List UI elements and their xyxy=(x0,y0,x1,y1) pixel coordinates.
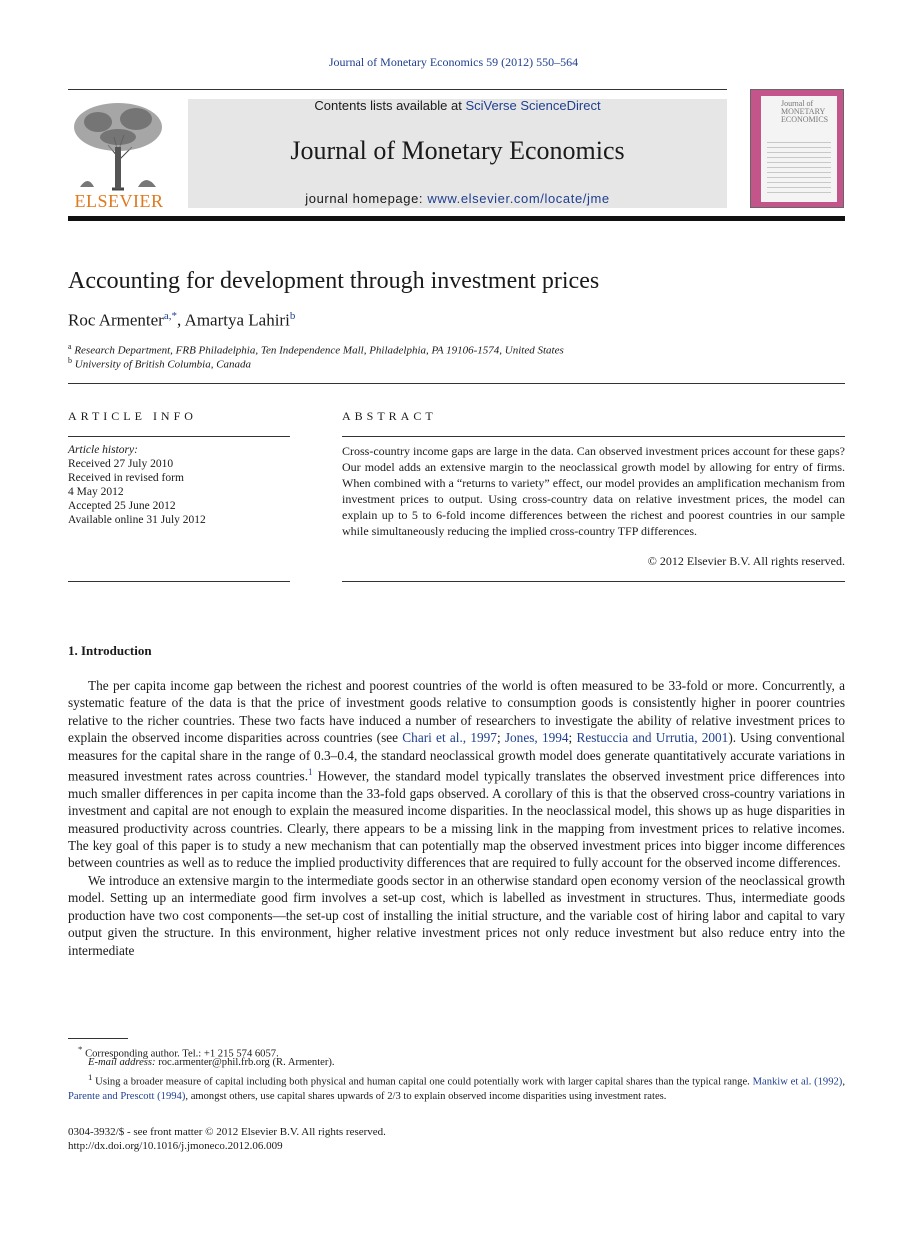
header-rule xyxy=(68,89,727,90)
paragraph: The per capita income gap between the richest and poorest countries of the world is often measured to be 33-fold or more. Concurrently, a systematic feature of the data is that the price of investment goods relative to consumption goods is consistently higher in poorer countries relative to the richer countries. These two facts have induced a number of researchers to investigate the ability of relative investment prices to explain the observed income disparities across countries (see Chari et al., 1997; Jones, 1994; Restuccia and Urrutia, 2001). Using conventional measures for the capital share in the range of 0.3–0.4, the standard neoclassical growth model does generate quantitatively accurate variations in measured investment rates across countries.$^1$ However, the standard model typically translates the observed investment price differences into much smaller differences in per capita income than the 33-fold gaps observed. A corollary of this is that the observed cross-country variations in investment and capital are not enough to explain the measured income disparities. In the neoclassical model, this shows up as huge disparities in measured productivity across countries. Clearly, there appears to be a missing link in the mapping from investment prices to relative incomes. The key goal of this paper is to study a new mechanism that can potentially map the observed investment prices into bigger income differences between countries as well as to reduce the implied productivity differences that are required to fully account for the observed income differences. xyxy=(68,678,845,871)
footnote-corresponding: * Corresponding author. Tel.: +1 215 574 6057. xyxy=(78,1044,279,1060)
issn-line: 0304-3932/$ - see front matter © 2012 Elsevier B.V. All rights reserved. xyxy=(68,1126,386,1138)
divider xyxy=(68,383,845,384)
journal-cover-thumbnail xyxy=(750,89,844,208)
elsevier-wordmark: ELSEVIER xyxy=(74,191,164,211)
divider xyxy=(342,581,845,582)
divider xyxy=(68,581,290,582)
article-title: Accounting for development through investment prices xyxy=(68,268,600,294)
citation-link[interactable]: Mankiw et al. (1992) xyxy=(752,1076,843,1088)
footnote-1: $^1$ Using a broader measure of capital including both physical and human capital one could potentially work with larger capital shares than the typical range. Mankiw et al. (1992), Parente and Prescott (1994), amongst others, use capital shares upwards of 2/3 to explain observed income disparities using investment rates. xyxy=(68,1072,845,1102)
article-info-heading: ARTICLE INFO xyxy=(68,409,197,423)
abstract-heading: ABSTRACT xyxy=(342,409,437,423)
history-item: Available online 31 July 2012 xyxy=(68,514,206,526)
body-text xyxy=(68,677,845,959)
author-affiliation-sup[interactable]: b xyxy=(289,310,296,322)
abstract-copyright: © 2012 Elsevier B.V. All rights reserved. xyxy=(647,554,845,568)
citation-link[interactable]: Restuccia and Urrutia, 2001 xyxy=(576,730,729,746)
divider xyxy=(342,436,845,437)
footnote-rule xyxy=(68,1038,128,1039)
abstract-text: Cross-country income gaps are large in the data. Can observed investment prices account for these gaps? Our model adds an extensive margin to the neoclassical growth model by allowing for entry of firms. When combined with a “returns to variety” effect, our model provides an amplification mechanism from investment prices to output. Using cross-country data on relative investment prices, the model can explain up to 5 to 6-fold income differences between the richest and poorest countries in our sample while simultaneously reducing the implied cross-country TFP differences. xyxy=(342,444,845,538)
history-item: Received 27 July 2010 xyxy=(68,458,174,470)
history-label: Article history: xyxy=(68,444,138,456)
contents-line: Contents lists available at SciVerse ScienceDirect xyxy=(314,98,601,113)
sciencedirect-link[interactable]: SciVerse ScienceDirect xyxy=(465,98,601,113)
section-heading: 1. Introduction xyxy=(68,643,152,658)
author-list xyxy=(68,310,295,331)
paragraph: We introduce an extensive margin to the intermediate goods sector in an otherwise standard open economy version of the neoclassical growth model. Setting up an intermediate good firm involves a set-up cost, which is labelled as investment in structures. Thus, intermediate goods production have two cost components—the set-up cost of installing the initial structure, and the variable cost of hiring labor and capital to vary output given the structure. In this environment, higher relative investment prices not only reduce investment but also reduce entry into the intermediate xyxy=(68,872,845,958)
footnote-email: E-mail address: roc.armenter@phil.frb.org (R. Armenter). xyxy=(88,1057,335,1068)
author-separator: , xyxy=(176,310,185,330)
affiliation: $^a$ Research Department, FRB Philadelphia, Ten Independence Mall, Philadelphia, PA 19106-1574, United States xyxy=(68,342,564,357)
cover-title: Journal of MONETARY ECONOMICS xyxy=(781,99,829,124)
journal-title: Journal of Monetary Economics xyxy=(290,136,625,165)
footnote-ref[interactable]: 1 xyxy=(308,767,313,778)
journal-reference[interactable]: Journal of Monetary Economics 59 (2012) 550–564 xyxy=(328,55,579,69)
doi-link[interactable]: http://dx.doi.org/10.1016/j.jmoneco.2012.06.009 xyxy=(68,1140,283,1152)
citation-link[interactable]: Parente and Prescott (1994) xyxy=(68,1090,186,1102)
history-item: 4 May 2012 xyxy=(68,486,124,498)
homepage-link[interactable]: www.elsevier.com/locate/jme xyxy=(427,191,610,206)
cover-lines xyxy=(767,138,831,194)
author-name: Roc Armenter xyxy=(68,310,164,330)
header-thick-rule xyxy=(68,216,845,221)
cover-inner xyxy=(761,96,837,202)
divider xyxy=(68,436,290,437)
author-affiliation-sup[interactable]: a, xyxy=(163,310,172,322)
corresponding-star[interactable]: * xyxy=(171,310,177,322)
history-item: Received in revised form xyxy=(68,472,184,484)
citation-link[interactable]: Jones, 1994 xyxy=(504,730,569,746)
elsevier-tree-icon xyxy=(68,97,170,193)
author-name: Amartya Lahiri xyxy=(184,310,290,330)
homepage-line: journal homepage: www.elsevier.com/locate/jme xyxy=(305,191,610,206)
citation-link[interactable]: Chari et al., 1997 xyxy=(402,730,497,746)
history-item: Accepted 25 June 2012 xyxy=(68,500,176,512)
affiliation: $^b$ University of British Columbia, Canada xyxy=(68,356,252,371)
elsevier-logo xyxy=(68,97,170,209)
